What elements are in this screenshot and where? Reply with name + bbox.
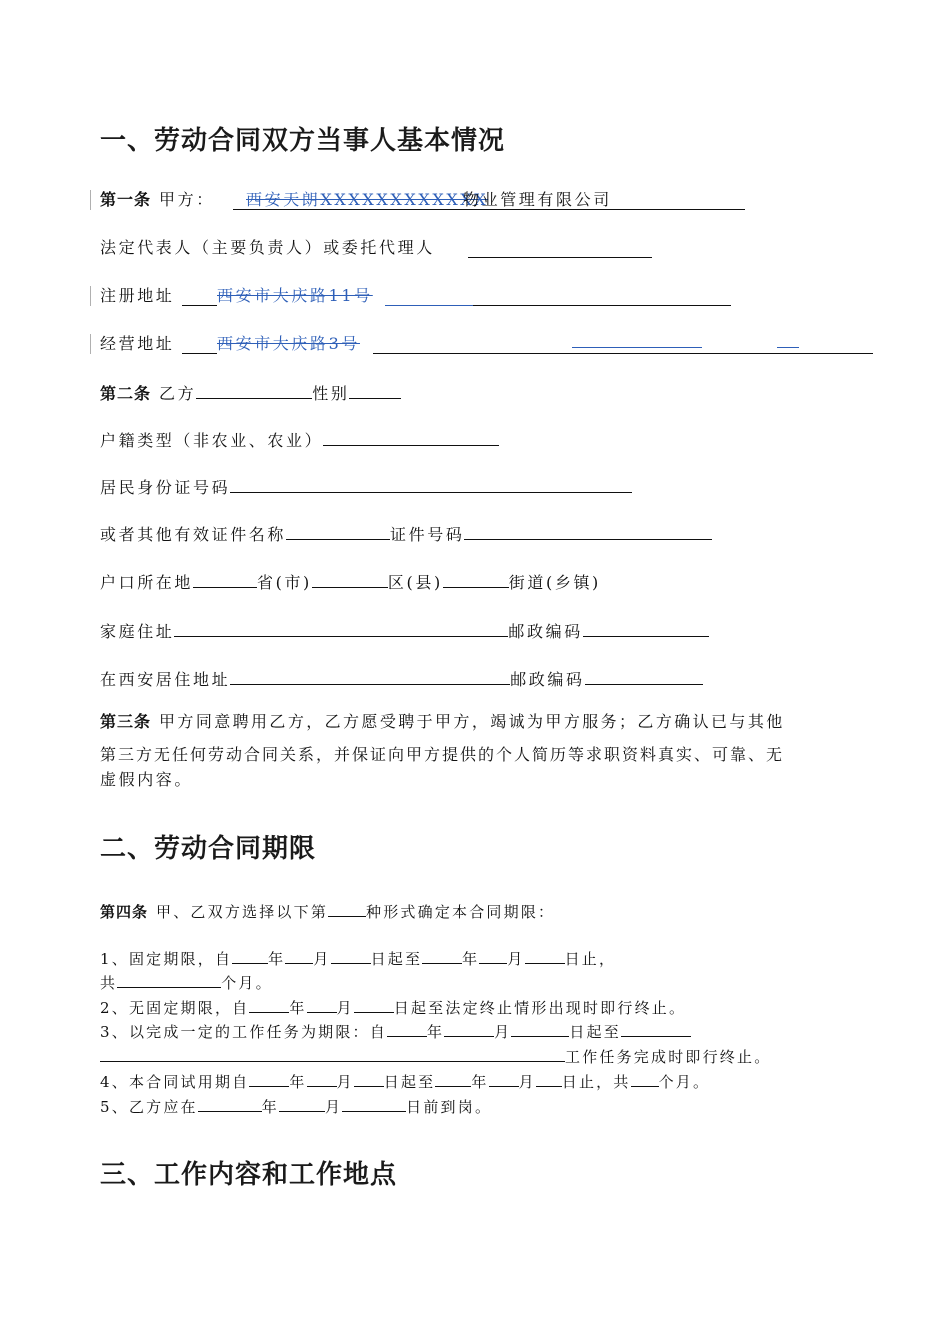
day-end-label: 日止，共 [561,1073,631,1091]
option-1-label: 1、固定期限，自 [100,950,233,968]
year-label: 年 [261,1098,279,1116]
company-inserted-text: 西安天朗XXXXXXXXXXXX [246,190,489,209]
xian-address-line [100,667,703,690]
month-label: 月 [336,1073,354,1091]
reg-address-inserted-line [385,305,473,306]
reg-address-label: 注册地址 [100,286,175,305]
other-cert-label: 或者其他有效证件名称 [100,525,287,544]
year-field[interactable] [198,1094,262,1112]
months-label: 个月。 [658,1073,711,1091]
gender-field[interactable] [349,381,401,399]
option-1-line-2 [100,970,273,993]
months-field[interactable] [631,1069,659,1087]
section-heading-3: 三、工作内容和工作地点 [100,1160,398,1190]
party-b-field[interactable] [196,381,312,399]
day-end-label: 日止， [564,950,617,968]
day-field[interactable] [331,946,371,964]
postcode-label: 邮政编码 [510,670,585,689]
xian-address-label: 在西安居住地址 [100,670,231,689]
company-name-rest: 物业管理有限公司 [463,190,612,209]
year-label: 年 [268,950,286,968]
day-field[interactable] [525,946,565,964]
option-5-line [100,1094,492,1117]
article-1-label: 第一条 [100,190,152,209]
article-1-line [100,190,215,210]
year-label: 年 [471,1073,489,1091]
day-field[interactable] [342,1094,406,1112]
article-3-line-1 [100,712,785,732]
month-field[interactable] [307,995,337,1013]
year-field[interactable] [435,1069,471,1087]
article-4-intro: 甲、乙双方选择以下第 [156,903,329,921]
op-address-inserted-line [777,347,799,348]
day-field[interactable] [536,1069,562,1087]
day-from-label: 日起至 [569,1023,621,1041]
month-label: 月 [507,950,525,968]
revision-bar [90,190,91,210]
month-field[interactable] [279,1094,325,1112]
article-4-label: 第四条 [100,903,149,921]
year-label: 年 [289,999,307,1017]
legal-rep-label: 法定代表人（主要负责人）或委托代理人 [100,238,435,257]
id-number-label: 居民身份证号码 [100,478,231,497]
term-option-field[interactable] [328,899,366,917]
article-2-line [100,381,401,404]
option-1-line [100,946,616,969]
section-heading-2: 二、劳动合同期限 [100,834,317,864]
legal-rep-field[interactable] [468,257,652,258]
year-field[interactable] [232,946,268,964]
op-address-label: 经营地址 [100,334,175,353]
year-label: 年 [426,1023,445,1041]
month-field[interactable] [489,1069,519,1087]
total-label: 共 [100,974,118,992]
reg-address-value: 西安市大庆路11号 [217,286,373,305]
party-b-label: 乙方 [159,384,197,403]
task-field[interactable] [621,1019,691,1037]
op-address-underline [182,353,217,354]
district-label: 区(县) [387,573,443,592]
hukou-line [100,428,499,451]
gender-label: 性别 [312,384,350,403]
section-heading-1: 一、劳动合同双方当事人基本情况 [100,126,506,156]
article-2-label: 第二条 [100,384,152,403]
months-field[interactable] [117,970,221,988]
cert-number-label: 证件号码 [390,525,465,544]
month-field[interactable] [479,946,507,964]
option-2-line [100,995,686,1018]
year-field[interactable] [249,995,289,1013]
option-3-end: 工作任务完成时即行终止。 [565,1048,772,1066]
op-address-inserted-line [572,347,702,348]
day-field[interactable] [511,1019,569,1037]
article-4-line [100,899,555,922]
street-label: 街道(乡镇) [508,573,601,592]
option-3-line-2 [100,1044,771,1067]
hukou-location-line [100,570,601,593]
article-3-label: 第三条 [100,712,152,731]
month-label: 月 [313,950,331,968]
home-address-field[interactable] [174,619,508,637]
month-label: 月 [336,999,354,1017]
postcode-field[interactable] [583,619,709,637]
home-address-line [100,619,709,642]
option-5-end: 日前到岗。 [406,1098,493,1116]
day-from-label: 日起至 [370,950,423,968]
other-cert-line [100,522,712,545]
option-5-label: 5、乙方应在 [100,1098,198,1116]
home-address-label: 家庭住址 [100,622,175,641]
option-3-line [100,1019,691,1042]
month-label: 月 [494,1023,512,1041]
article-3-line-3: 虚假内容。 [100,770,194,789]
revision-bar [90,334,91,354]
op-address-field[interactable] [373,353,873,354]
option-4-line [100,1069,710,1092]
article-3-text: 甲方同意聘用乙方，乙方愿受聘于甲方，竭诚为甲方服务；乙方确认已与其他 [159,712,785,731]
article-4-intro-end: 种形式确定本合同期限： [366,903,556,921]
xian-address-field[interactable] [230,667,510,685]
hukou-location-label: 户口所在地 [100,573,194,592]
month-label: 月 [518,1073,536,1091]
article-3-line-2: 第三方无任何劳动合同关系，并保证向甲方提供的个人简历等求职资料真实、可靠、无 [100,745,785,764]
cert-number-field[interactable] [464,522,712,540]
months-label: 个月。 [221,974,273,992]
option-2-label: 2、无固定期限，自 [100,999,250,1017]
year-field[interactable] [387,1019,427,1037]
year-field[interactable] [422,946,462,964]
option-3-label: 3、以完成一定的工作任务为期限：自 [100,1023,387,1041]
province-label: 省(市) [257,573,312,592]
op-address-value: 西安市大庆路3号 [217,334,360,353]
district-field[interactable] [312,570,388,588]
reg-address-underline [182,305,217,306]
id-number-field[interactable] [230,475,632,493]
postcode-label: 邮政编码 [508,622,583,641]
street-field[interactable] [443,570,509,588]
other-cert-field[interactable] [286,522,390,540]
month-field[interactable] [444,1019,494,1037]
day-field[interactable] [354,1069,384,1087]
day-from-label: 日起至 [383,1073,436,1091]
company-underline [233,209,745,210]
revision-bar [90,286,91,306]
month-field[interactable] [285,946,313,964]
year-label: 年 [289,1073,307,1091]
month-label: 月 [324,1098,343,1116]
year-label: 年 [462,950,480,968]
hukou-field[interactable] [323,428,499,446]
option-2-end: 日起至法定终止情形出现时即行终止。 [393,999,687,1017]
province-field[interactable] [193,570,257,588]
postcode-field[interactable] [585,667,703,685]
day-field[interactable] [354,995,394,1013]
year-field[interactable] [249,1069,289,1087]
task-field[interactable] [100,1044,565,1062]
reg-address-field[interactable] [473,305,731,306]
option-4-label: 4、本合同试用期自 [100,1073,250,1091]
month-field[interactable] [307,1069,337,1087]
id-line [100,475,632,498]
hukou-label: 户籍类型（非农业、农业） [100,431,324,450]
party-a-label: 甲方： [159,190,215,209]
